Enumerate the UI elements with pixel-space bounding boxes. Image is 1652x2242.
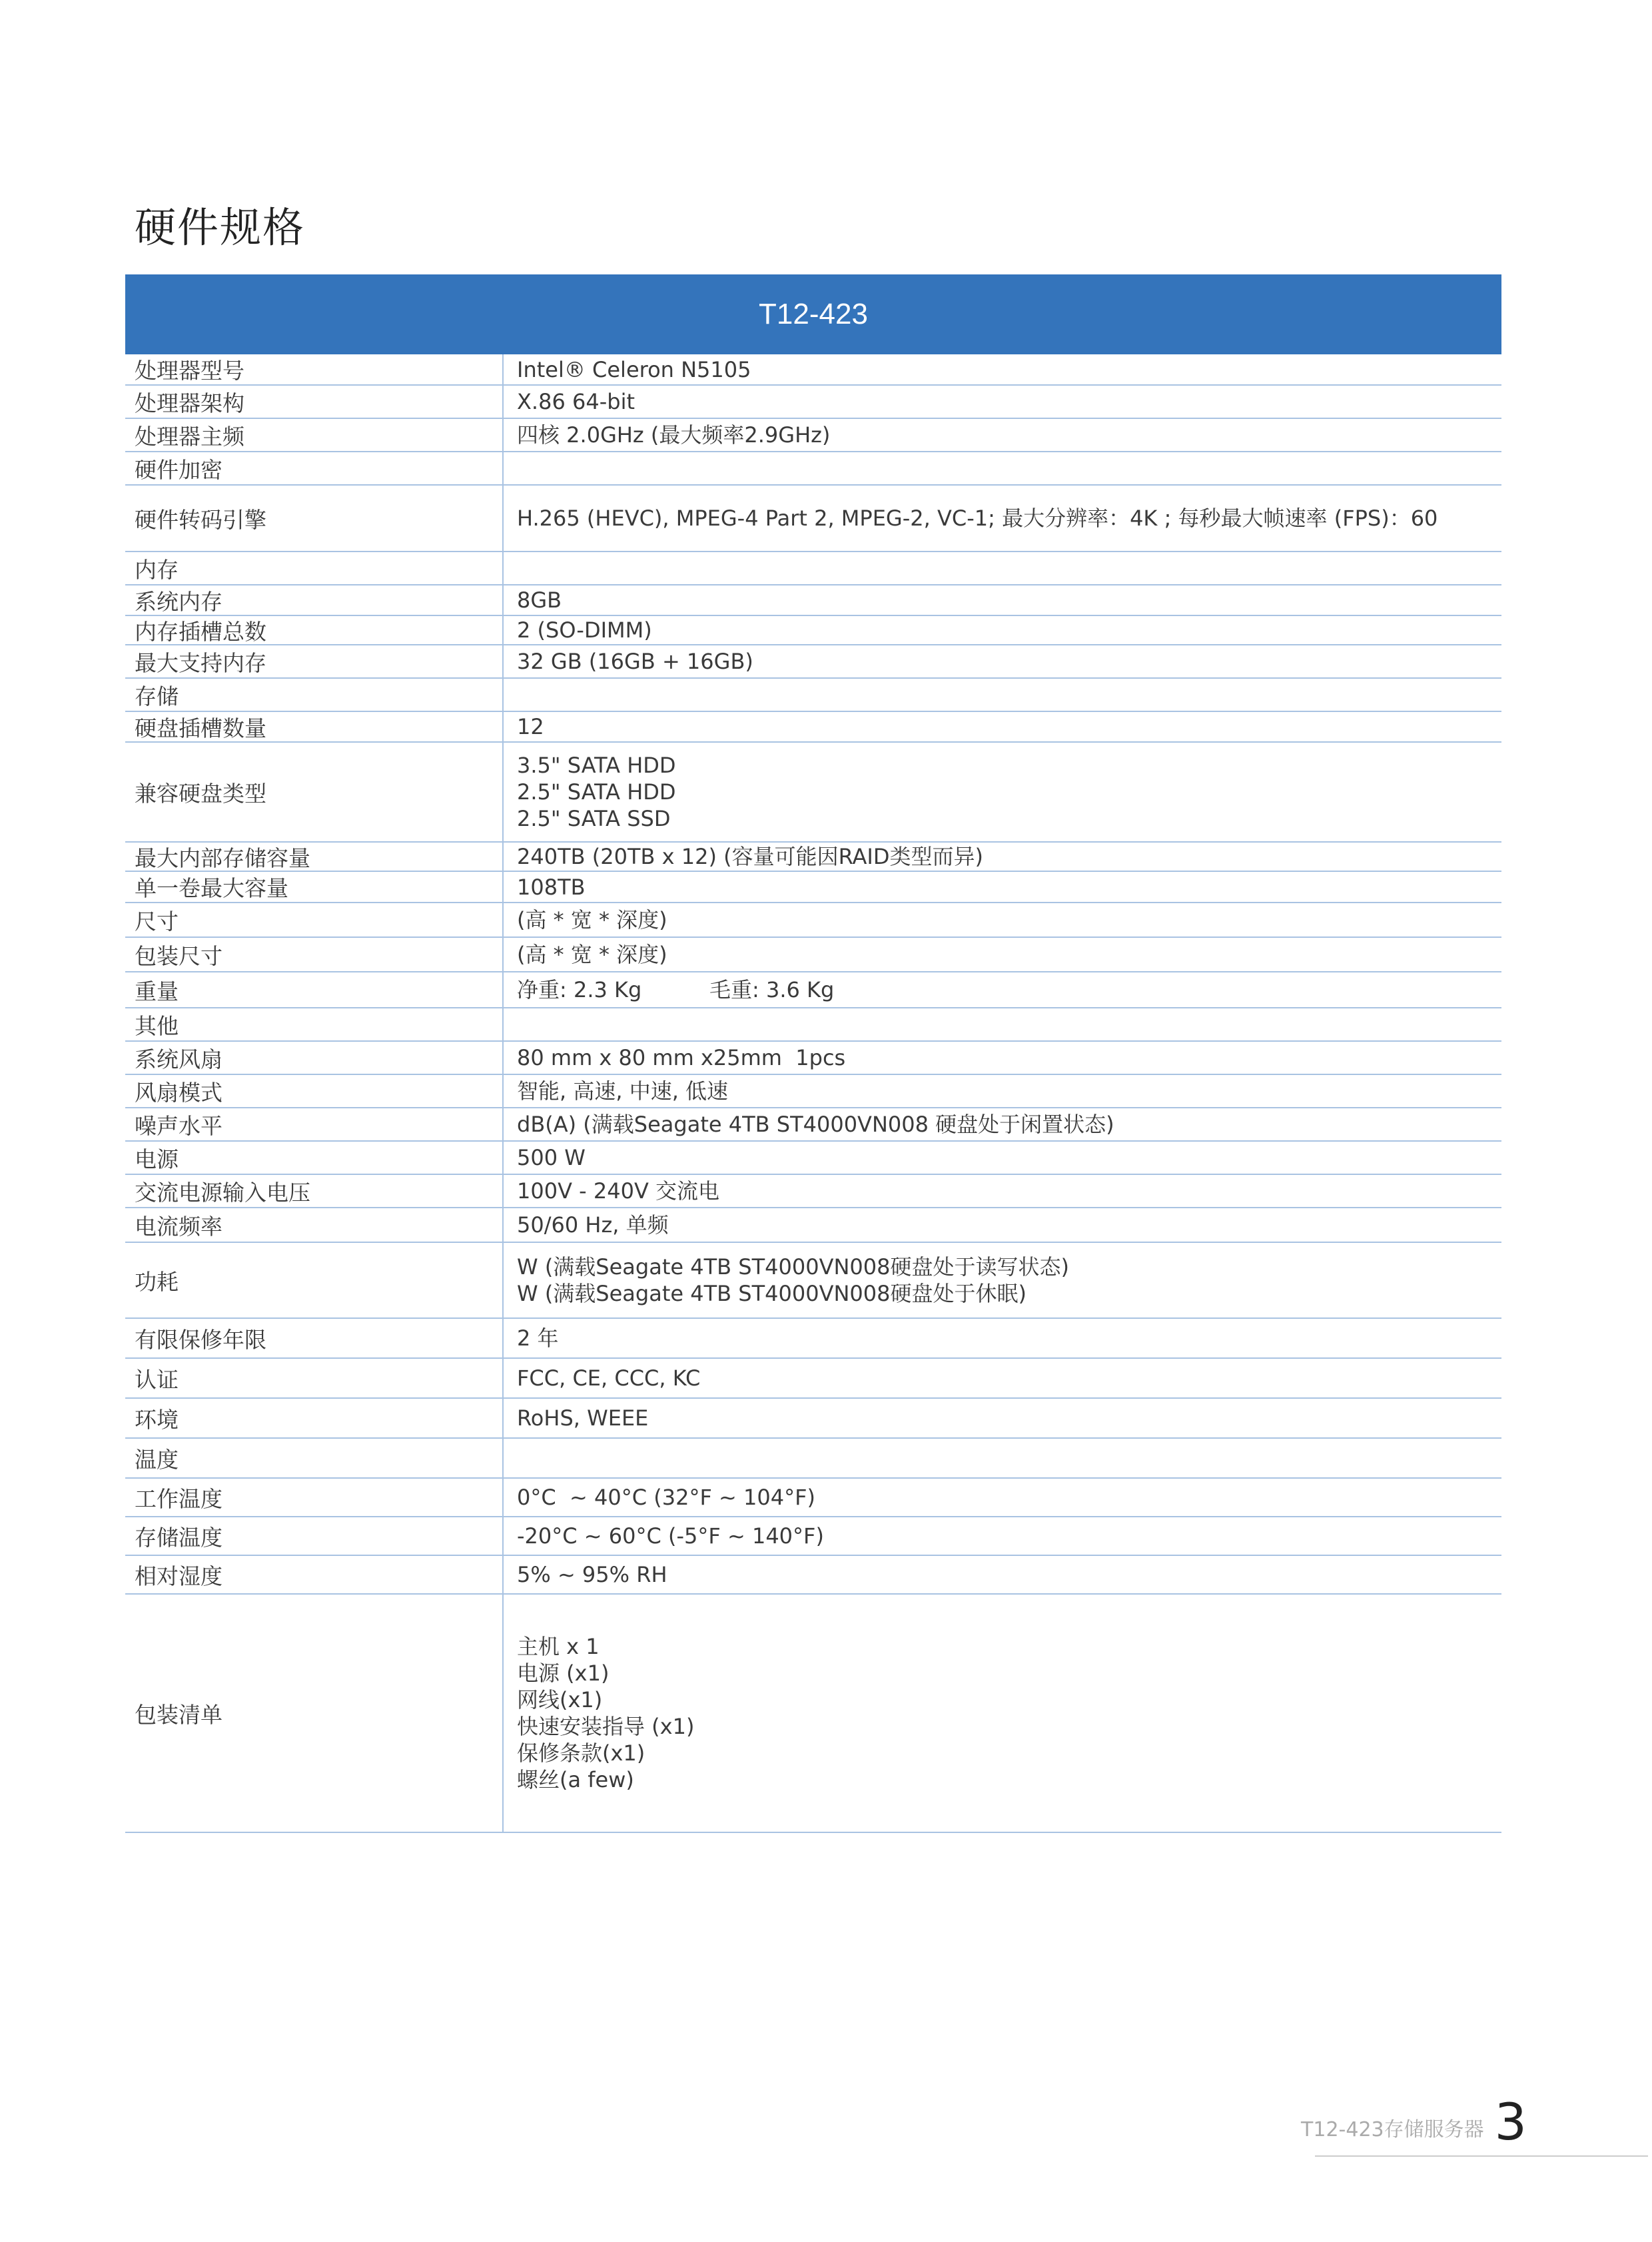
spec-row [125,843,1501,872]
page-number: 3 [1494,2092,1527,2151]
spec-value-line: 2 年 [517,1325,559,1351]
spec-value-line: 0°C ~ 40°C (32°F ~ 104°F) [517,1485,815,1510]
spec-value [504,938,1501,971]
spec-row [125,386,1501,419]
spec-row [125,616,1501,645]
table-header: T12-423 [125,274,1501,354]
spec-row [125,419,1501,452]
spec-value [504,743,1501,841]
spec-value-line: 108TB [517,874,586,900]
spec-value [504,552,1501,584]
spec-value-line: 50/60 Hz, 单频 [517,1212,669,1238]
spec-label: 硬件加密 [125,452,504,484]
spec-value-line: 5% ~ 95% RH [517,1562,667,1587]
spec-value-line: 四核 2.0GHz (最大频率2.9GHz) [517,422,831,448]
spec-value [504,872,1501,902]
spec-value-line: FCC, CE, CCC, KC [517,1365,701,1391]
spec-row [125,1108,1501,1142]
spec-value [504,1359,1501,1397]
spec-table [125,274,1501,1833]
spec-value-line: W (满载Seagate 4TB ST4000VN008硬盘处于读写状态) [517,1254,1069,1280]
spec-value [504,1319,1501,1357]
spec-label: 其他 [125,1008,504,1040]
spec-label: 内存插槽总数 [125,616,504,644]
spec-value [504,679,1501,711]
spec-label: 噪声水平 [125,1108,504,1140]
spec-value [504,1175,1501,1207]
spec-label: 功耗 [125,1243,504,1317]
spec-row [125,903,1501,938]
spec-label: 最大内部存储容量 [125,843,504,871]
spec-value [504,972,1501,1007]
spec-value-line: 12 [517,714,544,739]
spec-row [125,1008,1501,1042]
spec-value-line: -20°C ~ 60°C (-5°F ~ 140°F) [517,1523,824,1549]
spec-label: 认证 [125,1359,504,1397]
spec-row [125,1243,1501,1319]
spec-row [125,1319,1501,1359]
spec-label: 存储温度 [125,1517,504,1555]
spec-row [125,1359,1501,1399]
spec-row [125,1042,1501,1075]
spec-label: 尺寸 [125,903,504,936]
spec-label: 系统内存 [125,585,504,615]
spec-value-line: X.86 64-bit [517,389,635,414]
spec-value [504,1075,1501,1107]
spec-value [504,1142,1501,1174]
spec-value-line: W (满载Seagate 4TB ST4000VN008硬盘处于休眠) [517,1281,1027,1306]
spec-value-line: (高 * 宽 * 深度) [517,942,667,967]
spec-value [504,1479,1501,1516]
spec-label: 处理器架构 [125,386,504,418]
spec-value [504,712,1501,741]
spec-value-line: 净重: 2.3 Kg 毛重: 3.6 Kg [517,977,835,1002]
spec-value-line: Intel® Celeron N5105 [517,356,751,382]
spec-value [504,1108,1501,1140]
spec-value-line: 螺丝(a few) [517,1767,634,1792]
spec-row [125,452,1501,486]
spec-value [504,1595,1501,1832]
spec-value [504,645,1501,677]
spec-value-line: 100V - 240V 交流电 [517,1178,720,1204]
spec-row [125,585,1501,616]
spec-label: 重量 [125,972,504,1007]
spec-value [504,1008,1501,1040]
spec-value [504,386,1501,418]
spec-label: 系统风扇 [125,1042,504,1074]
spec-label: 环境 [125,1399,504,1437]
spec-row [125,645,1501,679]
spec-label: 相对湿度 [125,1556,504,1593]
spec-value-line: 240TB (20TB x 12) (容量可能因RAID类型而异) [517,844,983,869]
spec-label: 硬盘插槽数量 [125,712,504,741]
spec-row [125,1556,1501,1595]
spec-label: 包装尺寸 [125,938,504,971]
spec-label: 存储 [125,679,504,711]
spec-row [125,552,1501,585]
page-title: 硬件规格 [135,203,306,252]
spec-value-line: 快速安装指导 (x1) [517,1714,695,1739]
spec-value-line: dB(A) (满载Seagate 4TB ST4000VN008 硬盘处于闲置状态) [517,1112,1114,1137]
spec-label: 交流电源输入电压 [125,1175,504,1207]
spec-value [504,1517,1501,1555]
spec-row [125,938,1501,972]
spec-label: 兼容硬盘类型 [125,743,504,841]
spec-row [125,1075,1501,1108]
spec-value [504,1439,1501,1477]
spec-value [504,452,1501,484]
spec-label: 工作温度 [125,1479,504,1516]
spec-row [125,1439,1501,1479]
footer-doc-name: T12-423存储服务器 [1301,2118,1484,2141]
spec-row [125,872,1501,903]
spec-value [504,903,1501,936]
spec-value-line: 网线(x1) [517,1687,603,1712]
spec-label: 有限保修年限 [125,1319,504,1357]
spec-value [504,1243,1501,1317]
spec-value-line: 80 mm x 80 mm x25mm 1pcs [517,1045,846,1070]
spec-row [125,743,1501,843]
spec-row [125,679,1501,712]
spec-value [504,585,1501,615]
spec-row [125,972,1501,1008]
spec-label: 电源 [125,1142,504,1174]
spec-label: 温度 [125,1439,504,1477]
spec-label: 硬件转码引擎 [125,486,504,551]
spec-value-line: 智能, 高速, 中速, 低速 [517,1078,729,1104]
spec-value-line: (高 * 宽 * 深度) [517,907,667,933]
page-footer [1301,2092,1527,2151]
spec-row [125,354,1501,386]
spec-value [504,1208,1501,1242]
spec-value [504,1556,1501,1593]
spec-label: 最大支持内存 [125,645,504,677]
spec-value-line: 2.5" SATA HDD [517,779,676,805]
spec-label: 包装清单 [125,1595,504,1832]
spec-value [504,354,1501,384]
spec-label: 风扇模式 [125,1075,504,1107]
spec-value-line: 主机 x 1 [517,1634,600,1659]
spec-row [125,712,1501,743]
spec-row [125,1399,1501,1439]
spec-value-line: 电源 (x1) [517,1661,610,1686]
spec-value [504,1042,1501,1074]
spec-value-line: 2.5" SATA SSD [517,806,671,831]
spec-value-line: 保修条款(x1) [517,1740,645,1766]
spec-row [125,1142,1501,1175]
spec-row [125,1208,1501,1243]
spec-row [125,486,1501,552]
spec-value [504,486,1501,551]
spec-label: 内存 [125,552,504,584]
spec-label: 电流频率 [125,1208,504,1242]
spec-value-line: 3.5" SATA HDD [517,753,676,778]
spec-value-line: 500 W [517,1145,586,1170]
spec-row [125,1595,1501,1833]
spec-value-line: RoHS, WEEE [517,1405,649,1431]
spec-value-line: 2 (SO-DIMM) [517,617,652,643]
spec-row [125,1479,1501,1517]
spec-value [504,1399,1501,1437]
spec-value-line: 32 GB (16GB + 16GB) [517,649,753,674]
spec-rows [125,354,1501,1833]
spec-value [504,843,1501,871]
spec-label: 处理器主频 [125,419,504,451]
spec-row [125,1175,1501,1208]
spec-value [504,419,1501,451]
spec-label: 处理器型号 [125,354,504,384]
spec-label: 单一卷最大容量 [125,872,504,902]
spec-value [504,616,1501,644]
footer-divider [1315,2155,1648,2157]
spec-value-line: H.265 (HEVC), MPEG-4 Part 2, MPEG-2, VC-1; 最大分辨率：4K ; 每秒最大帧速率 (FPS)：60 [517,506,1438,531]
spec-value-line: 8GB [517,587,562,613]
spec-row [125,1517,1501,1556]
